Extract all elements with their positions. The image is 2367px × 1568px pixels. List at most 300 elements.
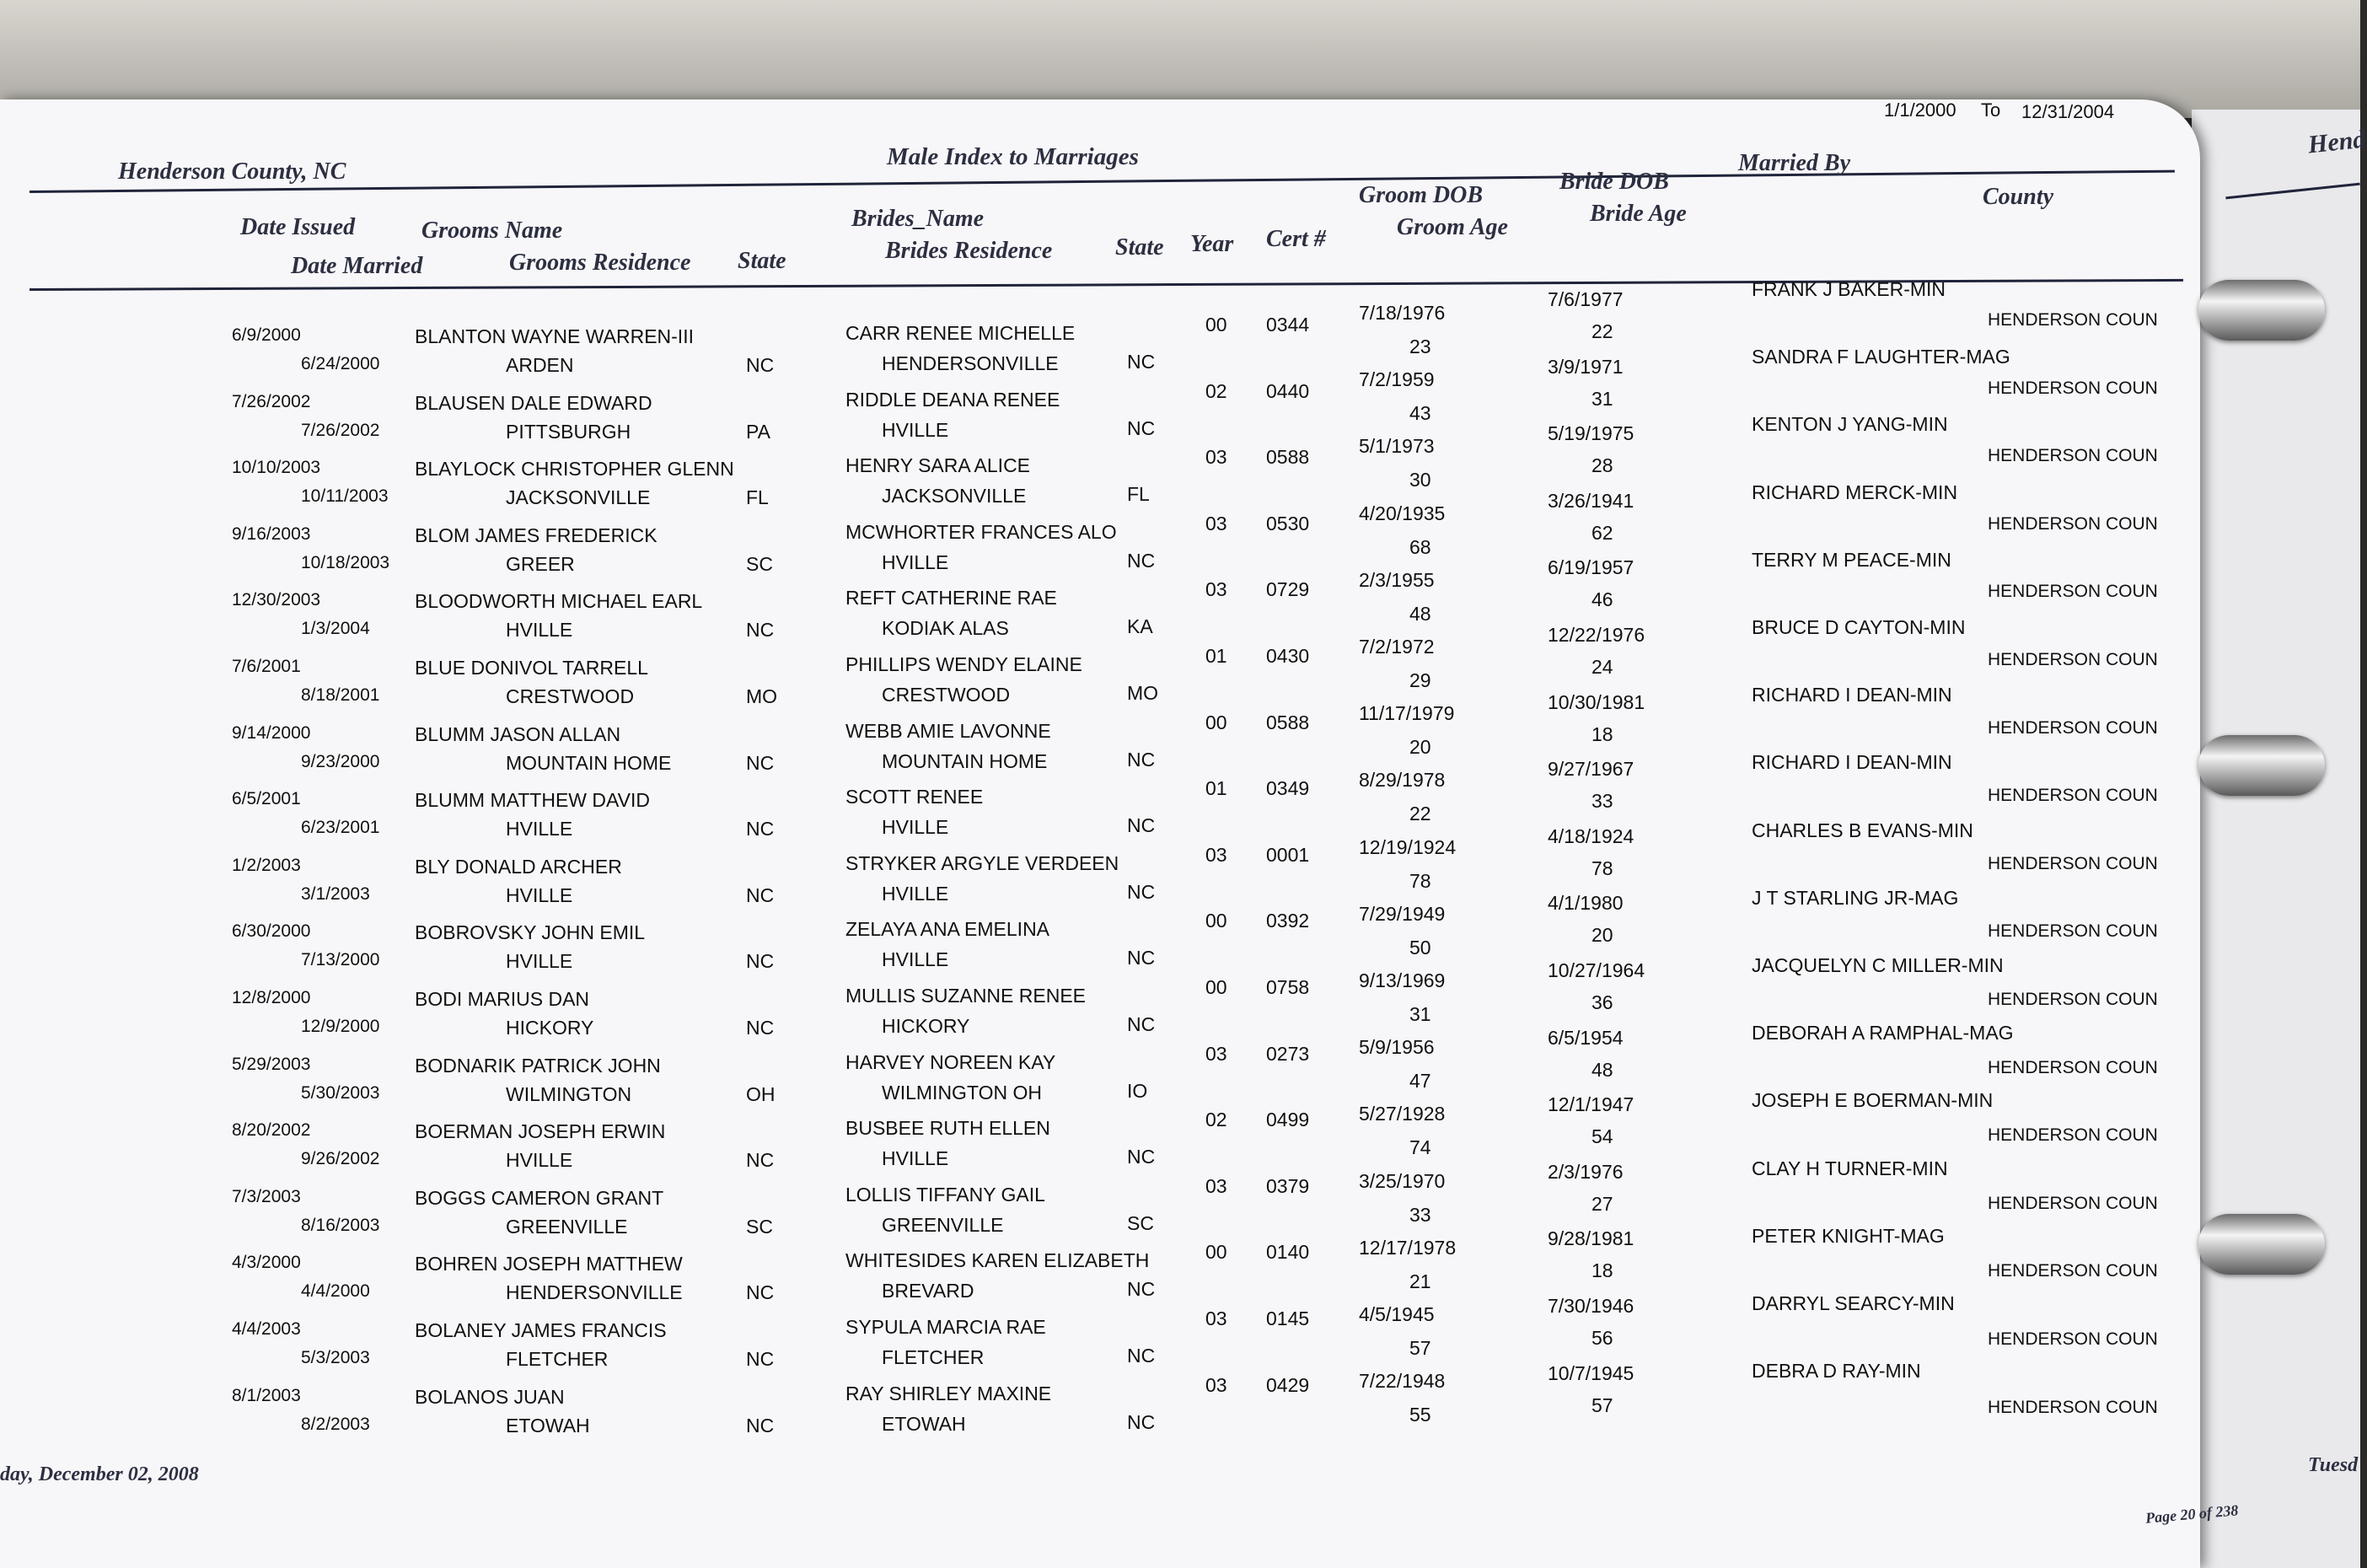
cell-groom-state: NC	[746, 1348, 775, 1370]
cell-married: 7/13/2000	[301, 950, 380, 970]
cell-cert: 0344	[1266, 314, 1310, 336]
cell-bride-state: NC	[1127, 1345, 1156, 1367]
cell-bride: RIDDLE DEANA RENEE	[845, 388, 1060, 411]
cell-county: HENDERSON COUN	[1988, 1125, 2158, 1146]
cell-married-by: DEBRA D RAY-MIN	[1752, 1360, 1921, 1383]
col-married-by: Married By	[1738, 150, 1850, 176]
next-page-footer: Tuesd	[2308, 1454, 2359, 1476]
cell-bride-res: HVILLE	[882, 882, 949, 905]
cell-cert: 0588	[1266, 711, 1310, 733]
cell-bride-res: HVILLE	[882, 816, 949, 839]
cell-bride: SCOTT RENEE	[845, 786, 984, 808]
cell-groom-res: PITTSBURGH	[506, 420, 631, 443]
cell-bride-res: WILMINGTON OH	[882, 1081, 1042, 1104]
cell-year: 03	[1205, 843, 1227, 866]
cell-bride-dob: 10/7/1945	[1548, 1361, 1634, 1384]
cell-groom-age: 55	[1409, 1404, 1431, 1426]
cell-groom: BLAUSEN DALE EDWARD	[415, 391, 652, 414]
cell-married: 3/1/2003	[301, 883, 370, 904]
cell-bride: REFT CATHERINE RAE	[845, 587, 1057, 609]
cell-married: 7/26/2002	[301, 420, 380, 440]
cell-county: HENDERSON COUN	[1988, 990, 2158, 1009]
cell-married-by: RICHARD MERCK-MIN	[1752, 481, 1958, 503]
cell-bride: PHILLIPS WENDY ELAINE	[845, 653, 1082, 675]
cell-groom-res: HICKORY	[506, 1017, 594, 1039]
cell-county: HENDERSON COUN	[1988, 1397, 2158, 1417]
col-bride-dob: Bride DOB	[1559, 169, 1669, 195]
header-top-rule	[30, 170, 2175, 193]
cell-year: 03	[1205, 512, 1227, 534]
cell-bride-state: NC	[1127, 880, 1156, 903]
cell-bride: LOLLIS TIFFANY GAIL	[845, 1183, 1045, 1206]
cell-groom-res: HENDERSONVILLE	[506, 1281, 683, 1304]
cell-bride-dob: 7/30/1946	[1548, 1295, 1634, 1317]
cell-bride-res: ETOWAH	[882, 1412, 966, 1435]
cell-bride-dob: 3/9/1971	[1548, 355, 1624, 378]
cell-issued: 7/6/2001	[232, 657, 301, 676]
cell-groom: BOHREN JOSEPH MATTHEW	[415, 1253, 683, 1275]
cell-married: 8/16/2003	[301, 1215, 380, 1235]
next-page-rule	[2225, 183, 2359, 200]
cell-groom-dob: 7/2/1972	[1359, 636, 1435, 658]
cell-bride-dob: 3/26/1941	[1548, 489, 1634, 512]
cell-cert: 0001	[1266, 843, 1310, 866]
report-title: Male Index to Marriages	[887, 143, 1139, 170]
cell-bride-res: HENDERSONVILLE	[882, 352, 1059, 374]
cell-married-by: RICHARD I DEAN-MIN	[1752, 751, 1952, 774]
next-page-header: Hend	[2306, 125, 2367, 159]
cell-bride-dob: 9/27/1967	[1548, 758, 1634, 781]
cell-groom-dob: 8/29/1978	[1359, 769, 1446, 792]
cell-bride-dob: 4/1/1980	[1548, 892, 1624, 915]
cell-bride-age: 33	[1591, 790, 1613, 813]
cell-bride-state: NC	[1127, 1278, 1156, 1301]
cell-cert: 0530	[1266, 512, 1310, 534]
cell-groom-state: NC	[746, 1149, 775, 1172]
cell-groom-state: NC	[746, 1017, 775, 1039]
cell-married: 12/9/2000	[301, 1017, 380, 1036]
cell-groom-dob: 9/13/1969	[1359, 969, 1446, 991]
footer-date: day, December 02, 2008	[0, 1463, 199, 1485]
cell-married: 4/4/2000	[301, 1281, 370, 1302]
col-county: County	[1983, 184, 2054, 210]
range-to-label: To	[1981, 99, 2001, 121]
cell-issued: 8/1/2003	[232, 1385, 301, 1405]
cell-groom: BOBROVSKY JOHN EMIL	[415, 921, 646, 944]
cell-bride-state: FL	[1127, 483, 1150, 506]
cell-bride-age: 78	[1591, 856, 1613, 879]
cell-groom-age: 48	[1409, 602, 1431, 625]
cell-married: 9/26/2002	[301, 1149, 380, 1169]
cell-cert: 0392	[1266, 910, 1310, 932]
cell-bride-dob: 4/18/1924	[1548, 824, 1634, 847]
cell-bride: MCWHORTER FRANCES ALO	[845, 520, 1117, 543]
cell-married-by: JOSEPH E BOERMAN-MIN	[1752, 1089, 1994, 1112]
cell-issued: 4/4/2003	[232, 1319, 301, 1339]
cell-married-by: KENTON J YANG-MIN	[1752, 413, 1948, 436]
cell-groom-dob: 3/25/1970	[1359, 1169, 1446, 1192]
cell-groom-res: HVILLE	[506, 1149, 573, 1172]
cell-bride-age: 27	[1591, 1192, 1613, 1215]
cell-cert: 0588	[1266, 446, 1310, 469]
cell-groom-age: 68	[1409, 535, 1431, 558]
cell-groom-state: NC	[746, 619, 775, 642]
cell-cert: 0140	[1266, 1241, 1310, 1264]
cell-groom-res: FLETCHER	[506, 1348, 609, 1370]
cell-bride-dob: 10/30/1981	[1548, 690, 1645, 713]
cell-groom: BLUMM MATTHEW DAVID	[415, 789, 650, 812]
cell-bride-dob: 6/19/1957	[1548, 556, 1634, 579]
cell-groom-dob: 12/17/1978	[1359, 1236, 1457, 1259]
cell-groom-state: PA	[746, 420, 770, 443]
cell-county: HENDERSON COUN	[1988, 378, 2158, 398]
cell-groom-age: 21	[1409, 1270, 1431, 1292]
cell-groom-age: 78	[1409, 869, 1431, 892]
cell-county: HENDERSON COUN	[1988, 786, 2158, 806]
cell-groom-res: GREER	[506, 552, 575, 575]
cell-groom: BODI MARIUS DAN	[415, 988, 590, 1010]
county-title: Henderson County, NC	[118, 158, 346, 185]
cell-groom-res: JACKSONVILLE	[506, 486, 651, 509]
page-number: Page 20 of 238	[2144, 1501, 2240, 1527]
cell-groom-res: HVILLE	[506, 619, 573, 642]
binder-ring-top	[2198, 280, 2325, 341]
cell-married: 5/30/2003	[301, 1082, 380, 1103]
cell-bride: WEBB AMIE LAVONNE	[845, 719, 1051, 742]
cell-bride-state: NC	[1127, 1013, 1156, 1035]
cell-groom: BLOM JAMES FREDERICK	[415, 524, 658, 546]
cell-county: HENDERSON COUN	[1988, 717, 2158, 738]
cell-groom-age: 30	[1409, 469, 1431, 491]
cell-county: HENDERSON COUN	[1988, 921, 2158, 942]
cell-groom: BOGGS CAMERON GRANT	[415, 1186, 664, 1209]
cell-married: 10/18/2003	[301, 552, 390, 572]
cell-issued: 7/3/2003	[232, 1186, 301, 1206]
cell-bride-dob: 12/1/1947	[1548, 1093, 1634, 1116]
cell-bride-state: NC	[1127, 416, 1156, 439]
cell-groom-state: NC	[746, 1414, 775, 1436]
cell-bride: CARR RENEE MICHELLE	[845, 322, 1076, 344]
cell-county: HENDERSON COUN	[1988, 446, 2158, 466]
binder-ring-bottom	[2198, 1214, 2325, 1275]
col-date-issued: Date Issued	[240, 214, 356, 240]
cell-county: HENDERSON COUN	[1988, 1329, 2158, 1349]
range-from: 1/1/2000	[1884, 99, 1956, 121]
cell-bride-dob: 12/22/1976	[1548, 624, 1645, 646]
cell-bride-age: 28	[1591, 454, 1613, 477]
cell-cert: 0499	[1266, 1109, 1310, 1131]
col-cert: Cert #	[1266, 226, 1326, 252]
report-page	[0, 99, 2240, 1568]
cell-bride-dob: 10/27/1964	[1548, 959, 1645, 981]
col-date-married: Date Married	[291, 253, 423, 279]
cell-groom-state: SC	[746, 552, 773, 575]
cell-groom-state: FL	[746, 486, 769, 509]
cell-bride-state: NC	[1127, 947, 1156, 969]
cell-year: 02	[1205, 1109, 1227, 1131]
cell-groom: BLUMM JASON ALLAN	[415, 722, 621, 745]
cell-groom-state: NC	[746, 950, 775, 973]
cell-issued: 10/10/2003	[232, 458, 321, 478]
col-brides-name: Brides_Name	[851, 206, 985, 232]
cell-bride-res: MOUNTAIN HOME	[882, 749, 1048, 772]
cell-groom: BOLANEY JAMES FRANCIS	[415, 1319, 667, 1341]
cell-cert: 0349	[1266, 777, 1310, 800]
cell-groom-dob: 5/9/1956	[1359, 1036, 1435, 1059]
cell-bride: RAY SHIRLEY MAXINE	[845, 1382, 1052, 1404]
cell-bride-res: HVILLE	[882, 418, 949, 441]
cell-married: 6/24/2000	[301, 354, 380, 373]
cell-groom-state: NC	[746, 883, 775, 906]
cell-married: 8/18/2001	[301, 685, 380, 705]
cell-bride-res: FLETCHER	[882, 1346, 985, 1368]
cell-groom-dob: 5/1/1973	[1359, 435, 1435, 458]
cell-groom-age: 22	[1409, 803, 1431, 825]
cell-bride-age: 62	[1591, 521, 1613, 544]
cell-cert: 0145	[1266, 1308, 1310, 1329]
cell-groom-age: 33	[1409, 1203, 1431, 1226]
cell-groom-state: NC	[746, 1281, 775, 1304]
cell-bride: MULLIS SUZANNE RENEE	[845, 985, 1087, 1007]
cell-bride: SYPULA MARCIA RAE	[845, 1316, 1046, 1338]
cell-bride-age: 20	[1591, 924, 1613, 947]
cell-married-by: TERRY M PEACE-MIN	[1752, 548, 1951, 571]
cell-married-by: CHARLES B EVANS-MIN	[1752, 819, 1973, 841]
cell-groom-res: MOUNTAIN HOME	[506, 751, 672, 774]
cell-county: HENDERSON COUN	[1988, 1057, 2158, 1077]
cell-bride-age: 48	[1591, 1058, 1613, 1081]
cell-bride-age: 46	[1591, 588, 1613, 611]
cell-year: 00	[1205, 976, 1227, 998]
cell-groom-age: 29	[1409, 669, 1431, 691]
cell-groom-state: SC	[746, 1215, 773, 1238]
cell-groom: BLANTON WAYNE WARREN-III	[415, 325, 694, 347]
col-grooms-residence: Grooms Residence	[509, 250, 691, 276]
cell-issued: 6/9/2000	[232, 325, 301, 345]
col-bride-age: Bride Age	[1590, 201, 1687, 227]
cell-bride-state: NC	[1127, 814, 1156, 837]
cell-bride-age: 36	[1591, 991, 1613, 1013]
cell-groom-dob: 5/27/1928	[1359, 1103, 1446, 1125]
cell-bride-state: NC	[1127, 1146, 1156, 1168]
cell-married-by: BRUCE D CAYTON-MIN	[1752, 616, 1966, 638]
cell-groom-res: GREENVILLE	[506, 1215, 628, 1238]
cell-groom-dob: 4/20/1935	[1359, 502, 1446, 524]
cell-bride: STRYKER ARGYLE VERDEEN	[845, 851, 1119, 874]
cell-married: 10/11/2003	[301, 486, 389, 507]
cell-groom-state: NC	[746, 354, 775, 376]
cell-bride-res: JACKSONVILLE	[882, 485, 1027, 507]
cell-cert: 0273	[1266, 1042, 1310, 1065]
cell-bride-age: 18	[1591, 1259, 1613, 1282]
cell-married-by: SANDRA F LAUGHTER-MAG	[1752, 346, 2010, 368]
cell-groom-res: CRESTWOOD	[506, 685, 635, 707]
cell-year: 03	[1205, 446, 1227, 469]
cell-groom: BOLANOS JUAN	[415, 1385, 565, 1408]
cell-year: 03	[1205, 1308, 1227, 1329]
cell-groom: BLOODWORTH MICHAEL EARL	[415, 590, 703, 613]
cell-groom: BLY DONALD ARCHER	[415, 855, 622, 878]
cell-bride: HARVEY NOREEN KAY	[845, 1050, 1056, 1073]
cell-groom-state: NC	[746, 818, 775, 840]
cell-groom-state: OH	[746, 1082, 776, 1105]
cell-groom-dob: 2/3/1955	[1359, 568, 1435, 591]
cell-bride-res: HVILLE	[882, 550, 949, 573]
cell-groom-dob: 7/2/1959	[1359, 368, 1435, 391]
cell-married-by: CLAY H TURNER-MIN	[1752, 1157, 1948, 1179]
range-to: 12/31/2004	[2021, 101, 2115, 122]
cell-married-by: FRANK J BAKER-MIN	[1752, 278, 1946, 300]
cell-year: 01	[1205, 645, 1227, 667]
cell-bride-state: KA	[1127, 615, 1153, 638]
cell-bride-age: 57	[1591, 1393, 1613, 1416]
cell-married-by: RICHARD I DEAN-MIN	[1752, 684, 1952, 706]
cell-issued: 4/3/2000	[232, 1253, 301, 1273]
cell-married: 1/3/2004	[301, 619, 370, 639]
cell-bride: ZELAYA ANA EMELINA	[845, 918, 1050, 941]
cell-bride-state: SC	[1127, 1211, 1154, 1234]
cell-married-by: DARRYL SEARCY-MIN	[1752, 1292, 1955, 1314]
cell-year: 03	[1205, 578, 1227, 601]
cell-year: 03	[1205, 1373, 1227, 1396]
cell-bride-res: CRESTWOOD	[882, 684, 1011, 706]
cell-groom-age: 31	[1409, 1003, 1431, 1025]
cell-married-by: JACQUELYN C MILLER-MIN	[1752, 954, 2004, 976]
cell-bride-state: IO	[1127, 1079, 1148, 1102]
cell-groom: BLUE DONIVOL TARRELL	[415, 657, 648, 679]
cell-year: 00	[1205, 910, 1227, 932]
cell-groom-res: HVILLE	[506, 950, 573, 973]
cell-groom-dob: 4/5/1945	[1359, 1303, 1435, 1325]
col-groom-age: Groom Age	[1397, 214, 1508, 240]
cell-groom-age: 20	[1409, 736, 1431, 759]
cell-year: 01	[1205, 777, 1227, 800]
cell-cert: 0429	[1266, 1373, 1310, 1396]
cell-bride-res: HICKORY	[882, 1015, 970, 1037]
col-grooms-name: Grooms Name	[421, 217, 563, 244]
cell-year: 00	[1205, 711, 1227, 733]
cell-bride-res: GREENVILLE	[882, 1213, 1004, 1236]
cell-year: 00	[1205, 314, 1227, 336]
cell-issued: 1/2/2003	[232, 855, 301, 875]
cell-county: HENDERSON COUN	[1988, 853, 2158, 873]
cell-cert: 0758	[1266, 976, 1310, 998]
cell-groom-age: 57	[1409, 1337, 1431, 1359]
cell-issued: 5/29/2003	[232, 1054, 311, 1074]
cell-groom: BLAYLOCK CHRISTOPHER GLENN	[415, 458, 734, 481]
cell-groom-dob: 7/22/1948	[1359, 1370, 1446, 1393]
cell-married: 5/3/2003	[301, 1348, 370, 1367]
cell-groom-age: 50	[1409, 936, 1431, 959]
cell-issued: 12/30/2003	[232, 590, 321, 610]
cell-issued: 6/5/2001	[232, 789, 301, 809]
cell-married-by: DEBORAH A RAMPHAL-MAG	[1752, 1022, 2014, 1044]
cell-bride-dob: 6/5/1954	[1548, 1026, 1624, 1049]
cell-groom-dob: 7/29/1949	[1359, 902, 1446, 925]
cell-bride-age: 56	[1591, 1327, 1613, 1349]
cell-married: 6/23/2001	[301, 818, 380, 838]
cell-county: HENDERSON COUN	[1988, 1261, 2158, 1281]
cell-issued: 9/14/2000	[232, 722, 311, 743]
cell-issued: 8/20/2002	[232, 1120, 311, 1141]
cell-married-by: PETER KNIGHT-MAG	[1752, 1224, 1945, 1247]
cell-married: 9/23/2000	[301, 751, 380, 771]
cell-year: 00	[1205, 1241, 1227, 1264]
col-bride-state: State	[1115, 234, 1164, 260]
cell-bride-dob: 2/3/1976	[1548, 1160, 1624, 1183]
cell-bride-age: 54	[1591, 1125, 1613, 1148]
cell-bride-age: 24	[1591, 656, 1613, 678]
cell-issued: 12/8/2000	[232, 988, 311, 1007]
cell-groom-dob: 7/18/1976	[1359, 302, 1446, 324]
cell-year: 03	[1205, 1042, 1227, 1065]
cell-county: HENDERSON COUN	[1988, 310, 2158, 330]
cell-groom-age: 74	[1409, 1136, 1431, 1159]
cell-bride-res: BREVARD	[882, 1280, 974, 1302]
cell-county: HENDERSON COUN	[1988, 650, 2158, 669]
cell-groom-age: 47	[1409, 1070, 1431, 1093]
cell-groom-age: 43	[1409, 402, 1431, 425]
cell-issued: 6/30/2000	[232, 921, 311, 942]
cell-groom-res: HVILLE	[506, 883, 573, 906]
cell-bride-age: 18	[1591, 722, 1613, 745]
cell-issued: 7/26/2002	[232, 391, 311, 411]
cell-married: 8/2/2003	[301, 1414, 370, 1434]
cell-county: HENDERSON COUN	[1988, 582, 2158, 602]
cell-bride: HENRY SARA ALICE	[845, 454, 1031, 477]
cell-groom-state: MO	[746, 685, 778, 707]
cell-groom-res: WILMINGTON	[506, 1082, 632, 1105]
cell-groom-dob: 11/17/1979	[1359, 702, 1455, 725]
cell-groom-state: NC	[746, 751, 775, 774]
col-brides-residence: Brides Residence	[885, 238, 1053, 264]
cell-bride-state: NC	[1127, 549, 1156, 572]
cell-county: HENDERSON COUN	[1988, 513, 2158, 534]
cell-issued: 9/16/2003	[232, 524, 311, 544]
cell-bride: WHITESIDES KAREN ELIZABETH	[845, 1249, 1150, 1272]
cell-bride-res: KODIAK ALAS	[882, 617, 1009, 640]
cell-groom-age: 23	[1409, 336, 1431, 357]
cell-groom-res: HVILLE	[506, 818, 573, 840]
cell-year: 03	[1205, 1174, 1227, 1197]
cell-bride-res: HVILLE	[882, 948, 949, 971]
cell-county: HENDERSON COUN	[1988, 1193, 2158, 1213]
cell-groom-res: ETOWAH	[506, 1414, 590, 1436]
col-year: Year	[1190, 231, 1234, 257]
cell-bride-dob: 9/28/1981	[1548, 1227, 1634, 1250]
binder-ring-middle	[2198, 735, 2325, 796]
cell-groom-dob: 12/19/1924	[1359, 835, 1457, 858]
cell-cert: 0379	[1266, 1174, 1310, 1197]
cell-bride-dob: 7/6/1977	[1548, 288, 1624, 310]
cell-married-by: J T STARLING JR-MAG	[1752, 886, 1959, 909]
col-groom-state: State	[738, 248, 786, 274]
cell-bride-state: NC	[1127, 748, 1156, 771]
cell-groom-res: ARDEN	[506, 354, 574, 376]
cell-bride-res: HVILLE	[882, 1147, 949, 1170]
cell-cert: 0430	[1266, 645, 1310, 667]
cell-groom: BODNARIK PATRICK JOHN	[415, 1054, 661, 1077]
cell-bride-dob: 5/19/1975	[1548, 422, 1634, 445]
cell-bride-state: NC	[1127, 351, 1156, 373]
cell-groom: BOERMAN JOSEPH ERWIN	[415, 1120, 666, 1143]
col-groom-dob: Groom DOB	[1359, 182, 1484, 208]
cell-year: 02	[1205, 379, 1227, 402]
cell-bride: BUSBEE RUTH ELLEN	[845, 1117, 1050, 1140]
cell-bride-state: NC	[1127, 1410, 1156, 1433]
cell-cert: 0729	[1266, 578, 1310, 601]
cell-bride-age: 31	[1591, 387, 1613, 410]
